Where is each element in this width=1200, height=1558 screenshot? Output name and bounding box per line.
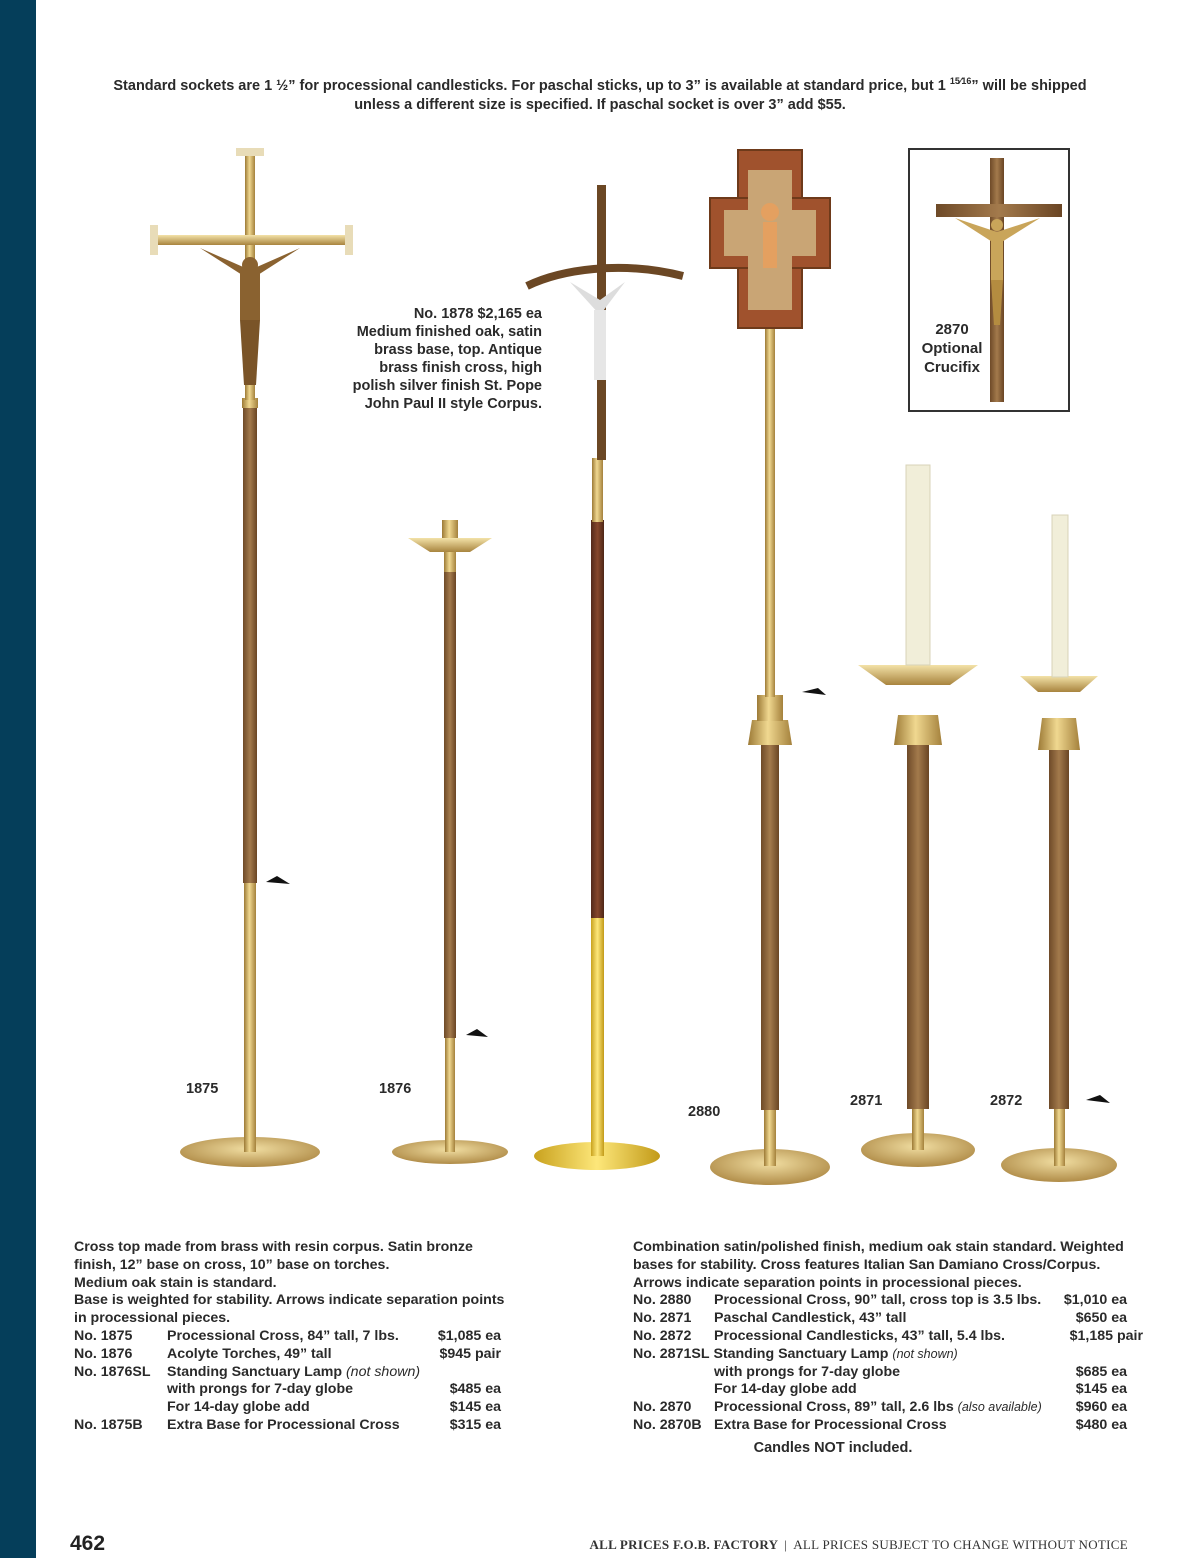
cross-2880-illustration — [710, 150, 830, 1185]
label-1876: 1876 — [379, 1081, 412, 1097]
right-product-description — [633, 1239, 1143, 1435]
label-1875: 1875 — [186, 1081, 219, 1097]
price-footer — [589, 1537, 1128, 1553]
price-row: No. 1875B Extra Base for Processional Cross $315 ea — [74, 1416, 501, 1433]
caption-1878-line: brass base, top. Antique — [374, 342, 542, 358]
price-row: with prongs for 7-day globe $685 ea — [714, 1363, 1127, 1380]
caption-2870: 2870 Optional Crucifix — [921, 321, 983, 376]
candlestick-2871-illustration — [858, 465, 978, 1167]
torch-1876-illustration — [392, 520, 508, 1164]
price-row: No. 2880 Processional Cross, 90” tall, cross top is 3.5 lbs. $1,010 ea — [633, 1292, 1127, 1309]
price-row: For 14-day globe add $145 ea — [714, 1381, 1127, 1398]
left-product-description — [74, 1239, 534, 1435]
intro-line: finish, 12” base on cross, 10” base on torches. — [74, 1256, 390, 1273]
candles-not-included-note: Candles NOT included. — [753, 1440, 913, 1456]
price-row: No. 1875 Processional Cross, 84” tall, 7 lbs. $1,085 ea — [74, 1327, 501, 1344]
label-2871: 2871 — [850, 1093, 883, 1109]
intro-line: Combination satin/polished finish, medium oak stain standard. Weighted — [633, 1239, 1124, 1255]
caption-1878-line: No. 1878 $2,165 ea — [413, 306, 542, 322]
price-row: No. 1876 Acolyte Torches, 49” tall $945 pair — [74, 1345, 501, 1362]
intro-line: Medium oak stain is standard. — [74, 1274, 277, 1291]
page-number: 462 — [70, 1532, 106, 1555]
socket-note-line1: Standard sockets are 1 ½” for processional candlesticks. For paschal sticks, up to 3” is available at standard price, but 1 $^{15⁄16}$” will be shipped — [113, 76, 1087, 94]
caption-1878-line: brass finish cross, high — [379, 360, 542, 376]
caption-1878-line: Medium finished oak, satin — [356, 324, 542, 340]
label-2880: 2880 — [688, 1104, 721, 1120]
price-row: with prongs for 7-day globe $485 ea — [167, 1381, 501, 1398]
caption-1878 — [330, 305, 542, 413]
intro-line: Base is weighted for stability. Arrows indicate separation points — [74, 1292, 505, 1309]
candlestick-2872-illustration — [1001, 515, 1117, 1182]
intro-line: Arrows indicate separation points in processional pieces. — [633, 1274, 1022, 1291]
change-notice: ALL PRICES SUBJECT TO CHANGE WITHOUT NOTICE — [793, 1537, 1128, 1552]
intro-line: bases for stability. Cross features Italian San Damiano Cross/Corpus. — [633, 1256, 1101, 1273]
intro-line: in processional pieces. — [74, 1310, 231, 1327]
price-row: No. 2871 Paschal Candlestick, 43” tall $650 ea — [633, 1310, 1127, 1327]
cross-1878-illustration — [527, 185, 683, 1170]
price-row: No. 2872 Processional Candlesticks, 43” tall, 5.4 lbs. $1,185 pair — [633, 1327, 1143, 1344]
cross-1875-illustration — [150, 148, 353, 1167]
price-row: No. 2871SL Standing Sanctuary Lamp (not shown) — [633, 1345, 958, 1362]
caption-1878-line: John Paul II style Corpus. — [364, 396, 542, 412]
price-row: No. 2870B Extra Base for Processional Cross $480 ea — [633, 1416, 1127, 1433]
label-2872: 2872 — [990, 1093, 1023, 1109]
intro-line: Cross top made from brass with resin corpus. Satin bronze — [74, 1239, 473, 1255]
fob-notice: ALL PRICES F.O.B. FACTORY — [589, 1537, 779, 1552]
price-row: For 14-day globe add $145 ea — [167, 1399, 501, 1416]
footer-separator: | — [784, 1537, 788, 1552]
price-row: No. 2870 Processional Cross, 89” tall, 2.6 lbs (also available) $960 ea — [633, 1399, 1127, 1416]
caption-1878-line: polish silver finish St. Pope — [352, 378, 542, 394]
fraction-superscript: 15⁄16 — [949, 76, 972, 86]
price-row: No. 1876SL Standing Sanctuary Lamp (not shown) — [74, 1363, 421, 1380]
socket-note-line2: unless a different size is specified. If paschal socket is over 3” add $55. — [354, 96, 846, 113]
